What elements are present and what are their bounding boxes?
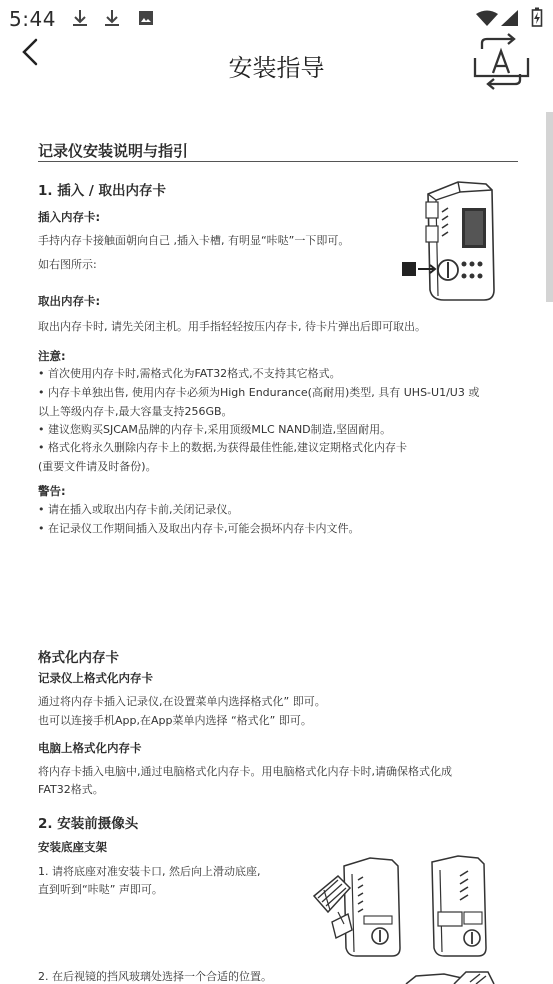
insert-card-heading: 插入内存卡: (38, 210, 101, 224)
section1-title: 1. 插入 / 取出内存卡 (38, 183, 167, 199)
format-device-heading: 记录仪上格式化内存卡 (38, 671, 153, 685)
bracket-step-line: 1. 请将底座对准安装卡口, 然后向上滑动底座, (38, 865, 261, 878)
mounted-dashcam-illustration (424, 852, 496, 964)
notice-line: 以上等级内存卡,最大容量支持256GB。 (38, 405, 233, 418)
app-bar (0, 30, 553, 100)
remove-card-heading: 取出内存卡: (38, 294, 101, 308)
warning-heading: 警告: (38, 484, 66, 498)
notice-line: • 内存卡单独出售, 使用内存卡必须为High Endurance(高耐用)类型, 具有 UHS-U1/U3 或 (38, 386, 480, 399)
bracket-mount-illustration (308, 852, 412, 964)
notice-line: • 格式化将永久删除内存卡上的数据,为获得最佳性能,建议定期格式化内存卡 (38, 441, 407, 454)
image-notification-icon (138, 10, 154, 30)
format-device-line: 也可以连接手机App,在App菜单内选择 “格式化” 即可。 (38, 714, 312, 727)
signal-icon (501, 10, 518, 30)
step2-text: 2. 在后视镜的挡风玻璃处选择一个合适的位置。 (38, 970, 272, 983)
notice-line: • 建议您购买SJCAM品牌的内存卡,采用顶级MLC NAND制造,坚固耐用。 (38, 423, 392, 436)
section2-title: 2. 安装前摄像头 (38, 816, 139, 832)
wifi-icon (476, 10, 498, 30)
download-icon (104, 8, 120, 32)
windshield-mount-illustration (404, 970, 496, 984)
download-icon (72, 8, 88, 32)
status-time: 5:44 (9, 7, 56, 31)
translate-icon (472, 32, 532, 90)
status-bar (0, 0, 553, 34)
remove-card-text: 取出内存卡时, 请先关闭主机。用手指轻轻按压内存卡, 待卡片弹出后即可取出。 (38, 320, 426, 333)
dashcam-sd-card-illustration (398, 178, 510, 308)
scrollbar[interactable] (546, 112, 553, 302)
notice-line: (重要文件请及时备份)。 (38, 460, 157, 473)
format-pc-line: 将内存卡插入电脑中,通过电脑格式化内存卡。用电脑格式化内存卡时,请确保格式化成 (38, 765, 452, 778)
format-title: 格式化内存卡 (38, 650, 119, 666)
insert-card-line: 手持内存卡接触面朝向自己 ,插入卡槽, 有明显“咔哒”一下即可。 (38, 234, 350, 247)
document-title: 记录仪安装说明与指引 (38, 142, 189, 160)
translate-button[interactable] (472, 32, 532, 90)
battery-icon (531, 7, 543, 31)
bracket-heading: 安装底座支架 (38, 840, 107, 854)
warning-line: • 在记录仪工作期间插入及取出内存卡,可能会损坏内存卡内文件。 (38, 522, 360, 535)
insert-card-line: 如右图所示: (38, 258, 97, 271)
title-divider (38, 161, 518, 162)
format-pc-heading: 电脑上格式化内存卡 (38, 741, 142, 755)
bracket-step-line: 直到听到“咔哒” 声即可。 (38, 883, 163, 896)
format-pc-line: FAT32格式。 (38, 783, 104, 796)
page-title: 安装指导 (228, 54, 325, 82)
warning-line: • 请在插入或取出内存卡前,关闭记录仪。 (38, 503, 239, 516)
notice-line: • 首次使用内存卡时,需格式化为FAT32格式,不支持其它格式。 (38, 367, 341, 380)
format-device-line: 通过将内存卡插入记录仪,在设置菜单内选择格式化” 即可。 (38, 695, 326, 708)
notice-heading: 注意: (38, 349, 66, 363)
